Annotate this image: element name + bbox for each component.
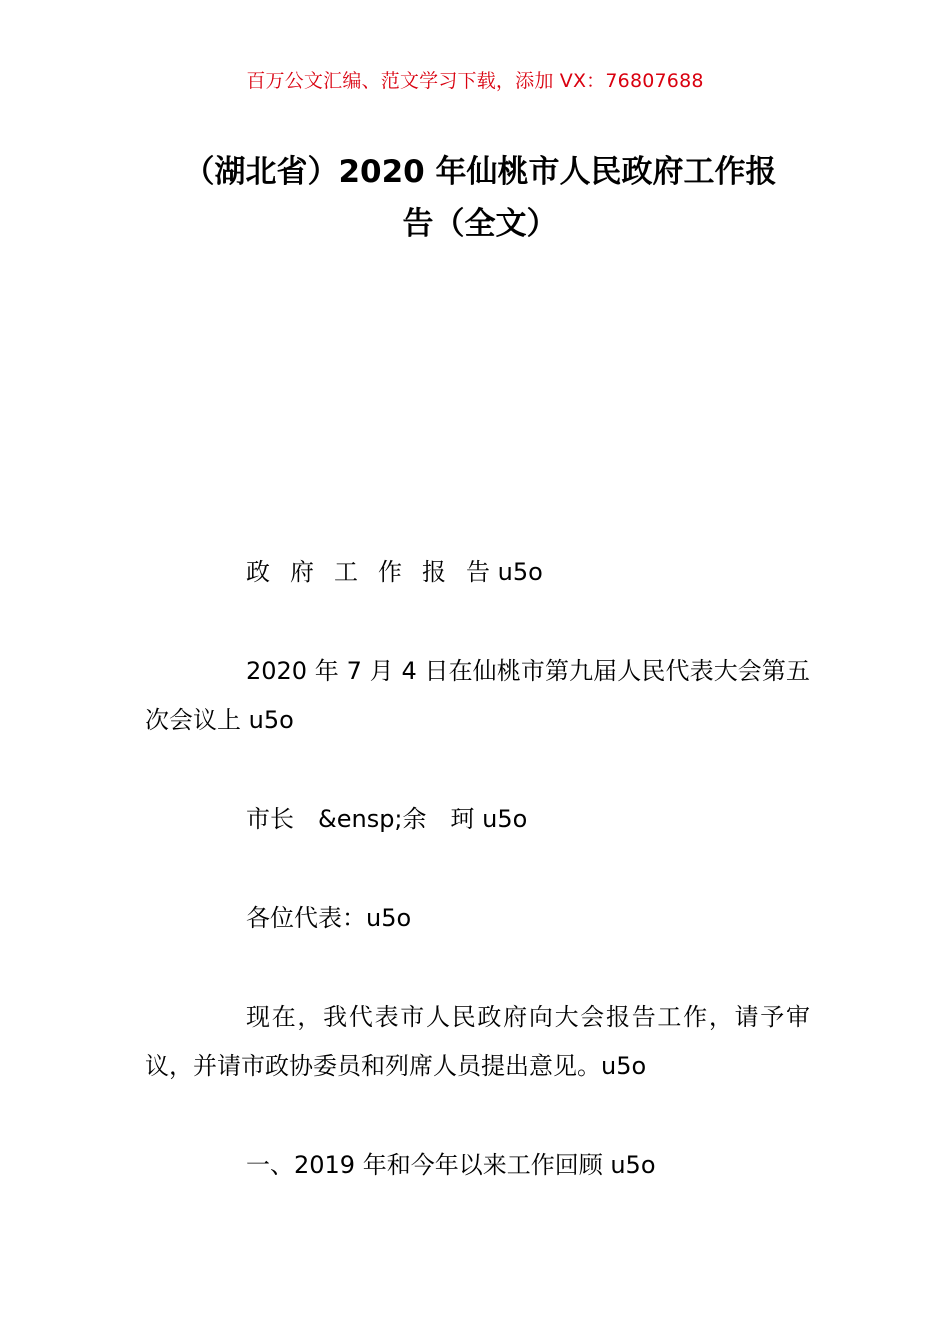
title-line-1: （湖北省）2020 年仙桃市人民政府工作报 bbox=[183, 154, 777, 190]
intro-paragraph: 现在，我代表市人民政府向大会报告工作，请予审议，并请市政协委员和列席人员提出意见。u5o bbox=[145, 1003, 810, 1080]
document-title bbox=[150, 146, 810, 250]
report-heading bbox=[145, 548, 810, 597]
header-watermark-note: 百万公文汇编、范文学习下载，添加 VX：76807688 bbox=[246, 70, 704, 92]
speaker-line: 市长 &ensp;余 珂 u5o bbox=[246, 805, 528, 833]
report-heading-spaced: 政府工作报 bbox=[246, 558, 466, 586]
greeting-line: 各位代表：u5o bbox=[246, 904, 412, 932]
title-line-2: 告（全文） bbox=[402, 206, 558, 242]
document-body bbox=[145, 548, 810, 1190]
section-heading-1: 一、2019 年和今年以来工作回顾 u5o bbox=[246, 1151, 656, 1179]
date-line: 2020 年 7 月 4 日在仙桃市第九届人民代表大会第五次会议上 u5o bbox=[145, 657, 810, 734]
report-heading-tail: 告 u5o bbox=[466, 558, 543, 586]
